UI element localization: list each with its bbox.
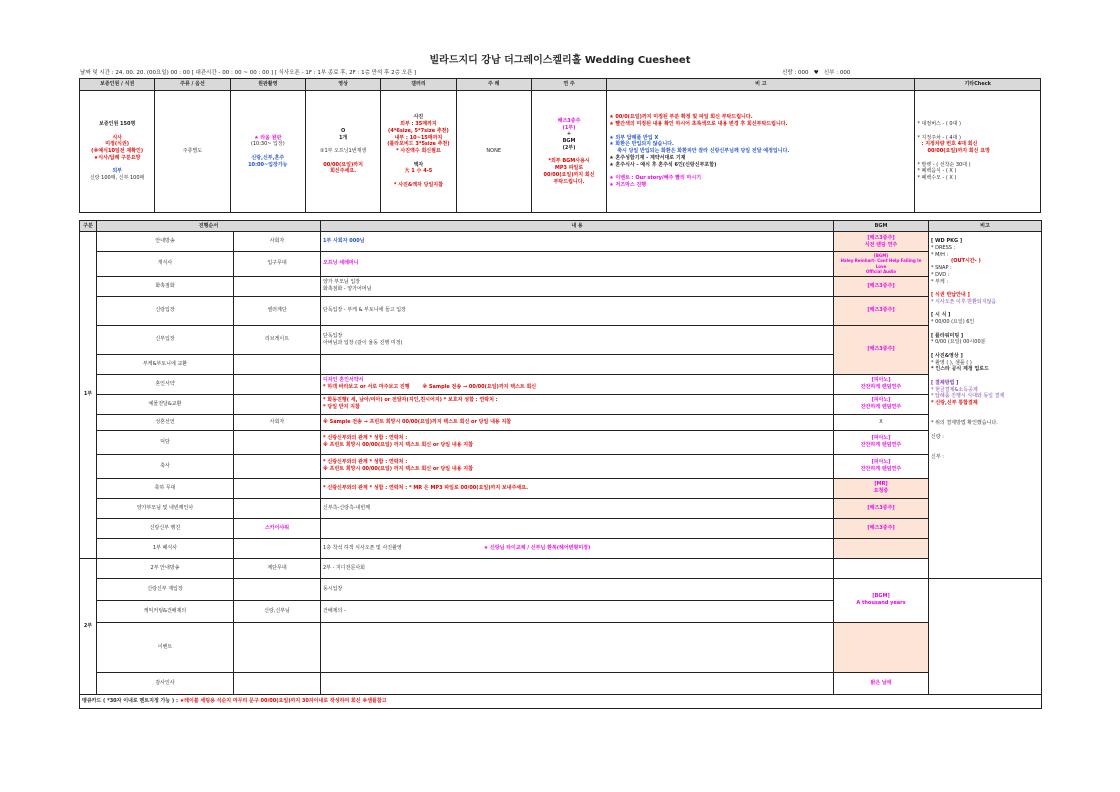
cue-bgm: [해즈3중주] (834, 276, 929, 296)
cue-content (321, 622, 834, 672)
header-section: 구분 (80, 221, 97, 232)
cue-content: 단독입장 아버님과 입장 (같이 율동 진행 미정) (321, 325, 834, 354)
cue-content (321, 354, 834, 374)
datetime-line: 날짜 및 시간 : 24. 00. 20. (00요일) 00 : 00 [ 대관시간 - 00 : 00 ~ 00 : 00 ] [ 식사오픈 - 1F : 1부 종료 후, 2F : 1층 만석 후 2층 오픈 ] (80, 70, 417, 76)
cue-content: ※ Sample 전송 → 프린트 희망시 00/00(요일)까지 텍스트 회신 or 당일 내용 지참 (321, 414, 834, 430)
cue-who: 사회자 (234, 232, 321, 252)
cue-item: 케익커팅&건배제의 (97, 600, 234, 622)
cue-content: * 화동진행( 세, 남아/여아) or 전달자(지인,친시어지) * 보호자 성함 : 연락처 : * 당일 반지 지참 (321, 394, 834, 414)
remarks-cell: [ WD PKG ] * DRESS : * M/H : (OUT시간- ) * SNAP : * DVD : * 부케 : [ 식권 반납안내 ] * 식사오픈 이후 반환되지않음 [ 시 식 ] * 00/00 (요일) 6인 [ 플라워미팅 ] * 0/00 (요일) 00시00분 [ 사진&영상 ] * 촬영 ( ), 샘플 ( ) * 인스타 공식 계정 업로드 [ 결제방법 ] * 현금결제&소득공제 * 답례품 진행시 식대와 동일 결제 * 신랑,신부 통합결제 * 위의 결제방법 확인했습니다. 신랑 : 신부 : (929, 232, 1042, 579)
cue-bgm: [해즈3중주] (834, 518, 929, 538)
thank-you-card-row: 맹큐카드 ( *30자 이내로 멘트지정 가능 ) : ★테이블 세팅용 식순지 마무리 문구 00/00(요일)까지 30자이내로 작성하여 회신 ※샘플참고 (80, 694, 1042, 708)
cue-bgm: [해즈3중주] 식전 랜덤 연주 (834, 232, 929, 252)
bride-name: 신부 : 000 (823, 70, 851, 76)
cue-item: 안내방송 (97, 232, 234, 252)
cue-bgm: [피아노] 잔잔하게 랜덤연주 (834, 430, 929, 454)
cue-bgm (834, 622, 929, 672)
cue-who: 리브게이트 (234, 325, 321, 354)
cue-content: 1층 착석 하객 식사오픈 및 사진촬영 ★ 신랑님 타이교체 / 신부님 환복(헤어변형미정) (321, 538, 834, 558)
cue-item: 개식사 (97, 252, 234, 277)
etc-check-cell: * 대절버스 - ( 0대 ) * 지정주차 - ( 4대 ) : 지정차량 번호 4대 회신 00/00(요일)까지 회신 요망 * 발렛 - ( 선착순 30대 ) * 폐백음식 - ( X ) * 폐백수모 - ( X ) (915, 91, 1041, 213)
cue-who: 신랑,신부님 (234, 600, 321, 622)
header-notes: 비 고 (607, 79, 915, 91)
cue-content: 1부 사회자 000님 (321, 232, 834, 252)
cue-who (234, 430, 321, 454)
cue-table (79, 220, 1042, 709)
officiant-cell: NONE (456, 91, 531, 213)
cue-bgm: 밝은 날에 (834, 672, 929, 694)
cue-item: 신랑신부 행진 (97, 518, 234, 538)
guarantee-cell: 보증인원 150명 식사 미정(식권) (※예식10일전 재확인) ★식사/답례 구분요망 외부 신랑 100매, 신부 100매 (80, 91, 155, 213)
cue-content: 건배제의 - (321, 600, 834, 622)
cue-item: 성혼선언 (97, 414, 234, 430)
cue-who (234, 672, 321, 694)
header-etc: 기타Check (915, 79, 1041, 91)
cue-who (234, 622, 321, 672)
cue-content: * 신랑신부와의 관계 * 성함 : 연락처 : * MR 은 MP3 파일로 00/00(요일)까지 보내주세요. (321, 478, 834, 498)
heart-icon: ♥ (813, 70, 819, 76)
cue-item: 축사 (97, 454, 234, 478)
cue-who: 사회자 (234, 414, 321, 430)
cue-item: 2부 안내방송 (97, 558, 234, 578)
cue-bgm: [해즈3중주] (834, 325, 929, 374)
cue-item: 1부 폐식사 (97, 538, 234, 558)
music-cell: 해즈3중주 (1부) + BGM (2부) *외부 BGM사용시 MP3 파일로 00/00(요일)까지 회신 부탁드립니다. (531, 91, 606, 213)
cue-who (234, 276, 321, 296)
header-photo: 원판촬영 (230, 79, 305, 91)
cue-who: 스카이샤워 (234, 518, 321, 538)
photo-cell: ★ 라움 원판 (10:30~ 입장) 신랑,신부,혼주 10:00~입장가능 (230, 91, 305, 213)
cue-item: 신부입장 (97, 325, 234, 354)
cue-content: 단독입장 - 부케 & 부토니에 들고 입장 (321, 296, 834, 325)
cue-item: 신랑입장 (97, 296, 234, 325)
header-bgm: BGM (834, 221, 929, 232)
remarks-empty (929, 578, 1042, 694)
cue-who: 입구무대 (234, 252, 321, 277)
cue-bgm: [피아노] 잔잔하게 랜덤연주 (834, 374, 929, 394)
header-content: 내 용 (321, 221, 834, 232)
cue-content: 디자인 혼인서약서 * 하객 바라보고 or 서로 마주보고 진행 ※ Sample 전송 → 00/00(요일)까지 텍스트 회신 (321, 374, 834, 394)
cue-content: 양가 부모님 입장 화촉점화 - 양가어머님 (321, 276, 834, 296)
gallery-cell: 사진 외부 : 35매까지 (4*6size, 5*7size 추천) 내부 : 10~15매까지 (롤라포비드 3*5size 추천) * 사진액수 회신필요 액자 大 1 小 4-5 * 사진&액자 당일지참 (381, 91, 456, 213)
couple-names (782, 68, 850, 76)
cue-who (234, 498, 321, 518)
notes-cell: ★ 00/0(요일)까지 미정된 부분 확정 및 파일 회신 부탁드립니다. ★ 빨간색의 미정된 내용 확인 하시어 초록색으로 내용 변경 후 회신부탁드립니다. ★ 외부 답례품 반입 X ★ 화환은 반입되지 않습니다. 축시 당일 반입되는 화환은 화환피만 잘라 신랑신부님께 당일 전달 예정입니다. ★ 혼주성함기재 - 계약서대로 기재 ★ 혼주식사 - 예식 후 혼주석 6인(신랑신부포함) ★ 이벤트 : Our story/혜주 빨리 마시기 ★ 저즈막스 진행 (607, 91, 915, 213)
cue-content: 신부측-신랑측-내빈께 (321, 498, 834, 518)
cue-bgm (834, 538, 929, 558)
cue-bgm: [해즈3중주] (834, 498, 929, 518)
cue-bgm-part2: [BGM] A thousand years (834, 578, 929, 622)
drinks-cell: 주류별도 (155, 91, 230, 213)
cue-content: * 신랑신부와의 관계 * 성함 : 연락처 : ※ 프린트 희망시 00/00(요일) 까지 텍스트 회신 or 당일 내용 지참 (321, 430, 834, 454)
cue-item: 부케&부토니에 교환 (97, 354, 234, 374)
cue-bgm: [MR] 요청중 (834, 478, 929, 498)
cue-who (234, 478, 321, 498)
groom-name: 신랑 : 000 (782, 70, 809, 76)
cue-who: 셀러계단 (234, 296, 321, 325)
cue-item: 축하 무대 (97, 478, 234, 498)
header-gallery: 갤러리 (381, 79, 456, 91)
cue-who (234, 354, 321, 374)
cue-bgm: [피아노] 잔잔하게 랜덤연주 (834, 454, 929, 478)
cue-content: 2부 - 지디전문사회 (321, 558, 834, 578)
header-order: 진행순서 (97, 221, 321, 232)
cue-bgm (834, 558, 929, 578)
cue-content: * 신랑신부와의 관계 * 성함 : 연락처 : ※ 프린트 희망시 00/00(요일) 까지 텍스트 회신 or 당일 내용 지참 (321, 454, 834, 478)
cue-item: 예물전달&교환 (97, 394, 234, 414)
cue-item: 화촉점화 (97, 276, 234, 296)
section-part2: 2부 (80, 558, 97, 694)
cue-item: 혼인서약 (97, 374, 234, 394)
cue-who (234, 578, 321, 600)
cue-content: 오프닝 세레머니 (321, 252, 834, 277)
header-officiant: 주 례 (456, 79, 531, 91)
video-cell: O 1개 ②1부 오프닝1번재생 00/00(요일)까지 회신주세요. (305, 91, 380, 213)
page-title: 빌라드지디 강남 더그레이스켈리홀 Wedding Cuesheet (429, 55, 691, 66)
header-video: 영상 (305, 79, 380, 91)
cue-who (234, 394, 321, 414)
header-music: 연 주 (531, 79, 606, 91)
cue-bgm: [해즈3중주] (834, 296, 929, 325)
header-drinks: 주류 / 음선 (155, 79, 230, 91)
cue-who (234, 538, 321, 558)
header-guarantee: 보증인원 / 식권 (80, 79, 155, 91)
summary-table (79, 78, 1041, 213)
cue-content (321, 672, 834, 694)
cue-item: 이벤트 (97, 622, 234, 672)
cue-who (234, 454, 321, 478)
cue-bgm: [BGM] Haley Reinhart- Cant Help Falling In Love Official Audio (834, 252, 929, 277)
section-part1: 1부 (80, 232, 97, 559)
cue-who: 계단무대 (234, 558, 321, 578)
cue-item: 감사인사 (97, 672, 234, 694)
cue-content: 동시입장 (321, 578, 834, 600)
cue-who (234, 374, 321, 394)
cue-content (321, 518, 834, 538)
cue-item: 양가부모님 및 내빈께인사 (97, 498, 234, 518)
cue-bgm: [피아노] 잔잔하게 랜덤연주 (834, 394, 929, 414)
cue-item: 덕담 (97, 430, 234, 454)
cue-item: 신랑신부 재입장 (97, 578, 234, 600)
cue-bgm: X (834, 414, 929, 430)
header-remarks: 비고 (929, 221, 1042, 232)
